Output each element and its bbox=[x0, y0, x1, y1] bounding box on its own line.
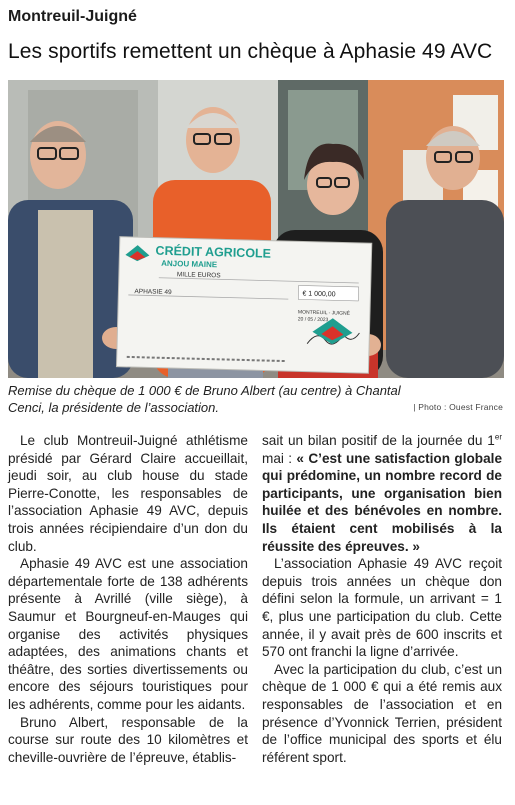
body-paragraph: Bruno Albert, responsable de la course sur route des 10 kilomètres et cheville-ouvrière de l’épreuve, établis- bbox=[8, 714, 248, 765]
cheque-payee: APHASIE 49 bbox=[134, 288, 172, 297]
cheque-amount-words: MILLE EUROS bbox=[176, 271, 221, 280]
body-paragraph: Le club Montreuil-Juigné athlétisme présidé par Gérard Claire accueillait, jeudi soir, au club house du stade Pierre-Conotte, les responsables de l’association Aphasie 49 AVC, depuis trois années récipiendaire d’un don du club. bbox=[8, 433, 248, 554]
body-paragraph-quote bbox=[262, 432, 502, 555]
article-photo bbox=[8, 80, 504, 378]
cheque-amount: € 1 000,00 bbox=[302, 290, 336, 299]
ordinal-suffix: er bbox=[494, 432, 502, 442]
article-column-right bbox=[262, 432, 502, 766]
article-headline: Les sportifs remettent un chèque à Aphasie 49 AVC bbox=[8, 40, 493, 63]
body-paragraph: Aphasie 49 AVC est une association départementale forte de 138 adhérents présente à Avrillé (ville siège), à Saumur et Bourgneuf-en-Mauges qui organise des activités physiques adaptées, des animations chants et théâtre, des sorties divertissements ou encore des séjours touristiques pour les adhérents, comme pour les aidants. bbox=[8, 556, 248, 712]
article-column-left bbox=[8, 432, 248, 766]
photo-credit: | Photo : Ouest France bbox=[413, 402, 503, 412]
photo-caption: Remise du chèque de 1 000 € de Bruno Albert (au centre) à Chantal Cenci, la présidente de l’association. bbox=[8, 383, 401, 415]
body-text: mai : bbox=[262, 450, 297, 466]
body-paragraph: L’association Aphasie 49 AVC reçoit depuis trois années un chèque don défini selon la formule, un arrivant = 1 €, plus une participation du club. Cette année, il y avait près de 600 inscrits et 570 ont franchi la ligne d’arrivée. bbox=[262, 556, 502, 660]
cheque-date: 20 / 05 / 2023 bbox=[297, 316, 329, 324]
body-text: sait un bilan positif de la journée du 1 bbox=[262, 433, 495, 448]
quote-text: « C’est une satisfaction globale qui prédomine, un nombre record de participants, une organisation bien huilée et des bénévoles en nombre. Ils étaient cent mobilisés à la réussite des épreuves. » bbox=[262, 450, 502, 554]
cheque-bank-region: ANJOU MAINE bbox=[161, 258, 218, 270]
cheque-bank-name: CRÉDIT AGRICOLE bbox=[155, 243, 272, 261]
cheque-place: MONTREUIL - JUIGNÉ bbox=[297, 309, 351, 317]
body-paragraph: Avec la participation du club, c’est un chèque de 1 000 € qui a été remis aux responsables de l’association et en présence d’Yvonnick Terrien, président de l’office municipal des sports et élu référent sport. bbox=[262, 661, 502, 765]
article-kicker: Montreuil-Juigné bbox=[8, 8, 137, 25]
